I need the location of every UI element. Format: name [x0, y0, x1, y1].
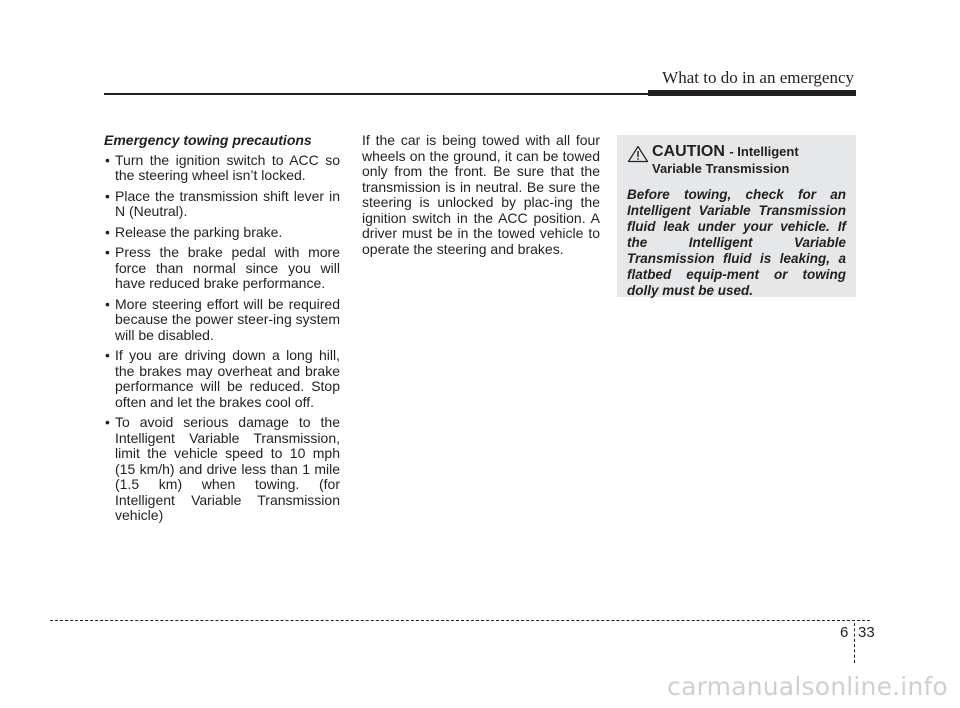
caution-title: [652, 143, 846, 177]
caution-body: Before towing, check for an Intelligent Variable Transmission fluid leak under your vehicle. If the Intelligent Variable Transmission fluid is leaking, a flatbed equip-ment or towing dolly must be used.: [627, 187, 846, 298]
header-section-title: What to do in an emergency: [662, 68, 854, 87]
list-item: [104, 153, 340, 184]
footer-rule: [50, 620, 870, 621]
header-rule-accent: [648, 90, 856, 96]
left-column: [104, 133, 340, 529]
list-item: [104, 348, 340, 410]
list-item: [104, 297, 340, 344]
list-item-text: If you are driving down a long hill, the brakes may overheat and brake performance will be reduced. Stop often and let the brakes cool off.: [115, 347, 340, 410]
list-item: [104, 189, 340, 220]
caution-subtitle: - Intelligent Variable Transmission: [652, 144, 799, 176]
bullet-icon: •: [105, 151, 110, 168]
list-item-text: Press the brake pedal with more force than normal since you will have reduced brake performance.: [115, 244, 340, 291]
caution-label: CAUTION: [652, 143, 725, 160]
caution-header: [627, 143, 846, 177]
warning-triangle-icon: [627, 145, 649, 163]
list-item-text: Turn the ignition switch to ACC so the steering wheel isn’t locked.: [115, 151, 340, 183]
bullet-icon: •: [105, 295, 110, 312]
bullet-icon: •: [105, 187, 110, 204]
towing-paragraph: If the car is being towed with all four wheels on the ground, it can be towed only from the front. Be sure that the transmission is in neutral. Be sure the steering is unlocked by plac-ing the ignition switch in the ACC position. A driver must be in the towed vehicle to operate the steering and brakes.: [362, 132, 600, 257]
section-heading: Emergency towing precautions: [104, 132, 312, 148]
list-item-text: To avoid serious damage to the Intelligent Variable Transmission, limit the vehicle speed to 10 mph (15 km/h) and drive less than 1 mile (1.5 km) when towing. (for Intelligent Variable Transmission vehicle): [115, 414, 340, 523]
middle-column: [362, 133, 600, 257]
caution-box: [617, 135, 856, 297]
list-item: [104, 225, 340, 241]
watermark: carmanualsonline.info: [667, 672, 948, 701]
bullet-icon: •: [105, 414, 110, 430]
list-item: [104, 245, 340, 292]
list-item: [104, 415, 340, 524]
chapter-number: 6: [840, 624, 849, 641]
page-number: 33: [858, 624, 875, 641]
list-item-text: Release the parking brake.: [115, 223, 283, 240]
precautions-list: [104, 153, 340, 524]
list-item-text: Place the transmission shift lever in N (Neutral).: [115, 187, 340, 219]
list-item-text: More steering effort will be required because the power steer-ing system will be disabled.: [115, 295, 340, 343]
bullet-icon: •: [105, 223, 110, 240]
footer-divider: [854, 623, 855, 663]
bullet-icon: •: [105, 244, 110, 260]
bullet-icon: •: [105, 347, 110, 363]
